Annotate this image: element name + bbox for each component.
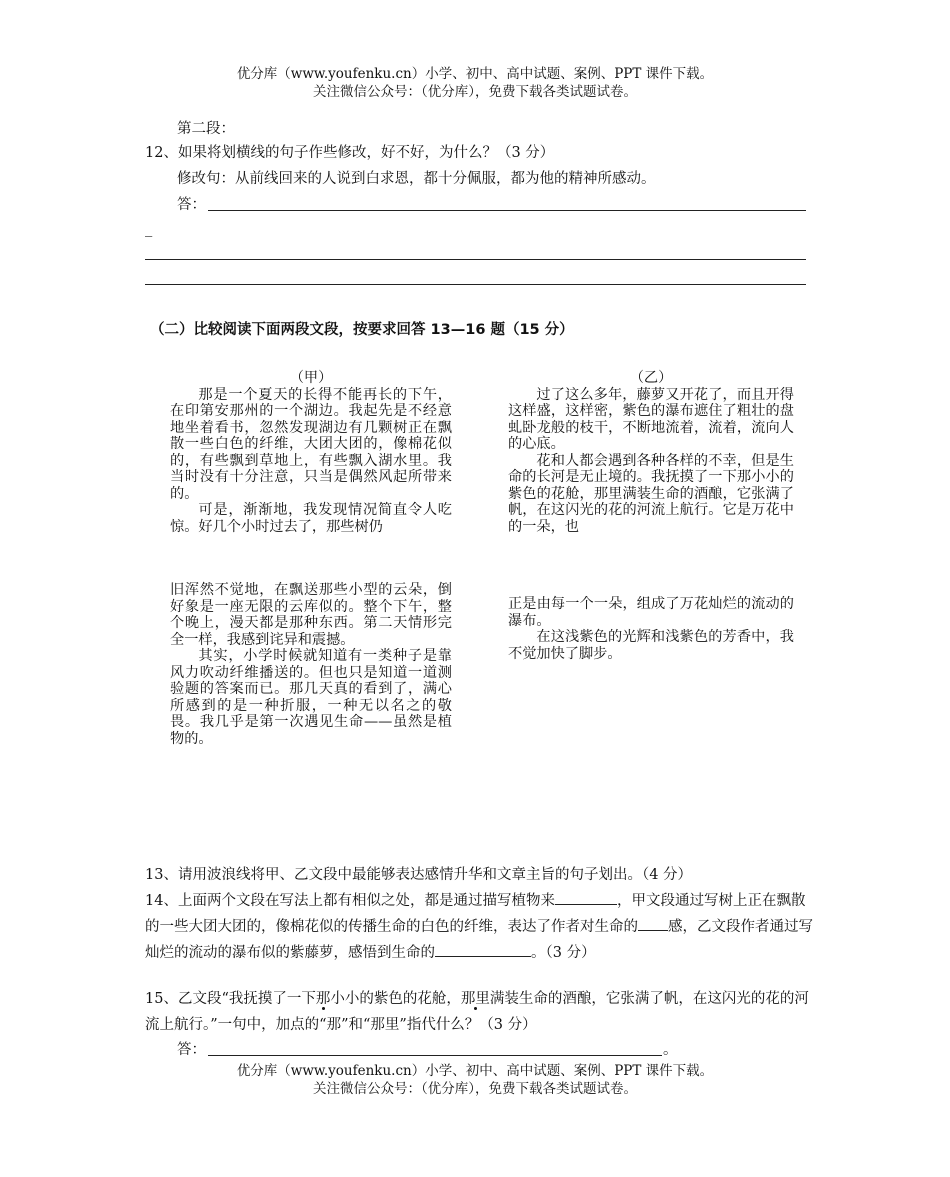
page-footer-line-2: 关注微信公众号：（优分库），免费下载各类试题试卷。 [313, 1081, 637, 1097]
passage-yi-paragraph-2: 花和人都会遇到各种各样的不幸，但是生命的长河是无止境的。我抚摸了一下那小小的紫色的花舱，那里满装生命的酒酿，它张满了帆，在这闪光的花的河流上航行。它是万花中的一朵，也 [508, 452, 794, 535]
section-two-title: （二）比较阅读下面两段文段，按要求回答 13—16 题（15 分） [150, 322, 574, 338]
passage-jia-paragraph-1: 那是一个夏天的长得不能再长的下午，在印第安那州的一个湖边。我起先是不经意地坐着看书，忽然发现湖边有几颗树正在飘散一些白色的纤维，大团大团的，像棉花似的，有些飘到草地上，有些飘入湖水里。我当时没有十分注意，只当是偶然风起所带来的。 [170, 386, 452, 502]
answer-label-15: 答： [177, 1042, 206, 1058]
passage-yi-paragraph-2-continued: 正是由每一个一朵，组成了万花灿烂的流动的瀑布。 [508, 596, 794, 629]
answer-line-15[interactable] [208, 1055, 662, 1056]
answer-line-12-a[interactable] [208, 210, 806, 211]
question-14-text-c: 感，乙文段作者通过写灿烂的流动的瀑布似的紫藤萝，感悟到生命的 [145, 919, 813, 961]
paragraph-label: 第二段： [177, 121, 235, 137]
question-15-text-c: 满装生命的酒酿，它张满了帆，在这闪光的花的河流上航行。”一句中，加点的“那”和“那里”指代什么？（3 分） [145, 991, 809, 1033]
question-14-blank-2[interactable] [638, 916, 668, 931]
question-14-blank-3[interactable] [435, 942, 531, 957]
page-footer-line-1: 优分库（www.youfenku.cn）小学、初中、高中试题、案例、PPT 课件下载。 [236, 1063, 714, 1079]
passage-yi-part-1 [508, 370, 794, 535]
question-15-text-b: 小小的紫色的花舱， [330, 991, 461, 1007]
answer-label-12: 答： [177, 197, 206, 213]
answer-end-mark: 。 [663, 1042, 678, 1058]
question-15-dotted-nali: 那里 [460, 991, 490, 1007]
answer-line-12-b[interactable] [145, 259, 806, 260]
question-13: 13、请用波浪线将甲、乙文段中最能够表达感情升华和文章主旨的句子划出。（4 分） [145, 867, 693, 883]
passage-yi-paragraph-3: 在这浅紫色的光辉和浅紫色的芳香中，我不觉加快了脚步。 [508, 629, 794, 662]
passage-jia-paragraph-2: 可是，渐渐地，我发现情况简直令人吃惊。好几个小时过去了，那些树仍 [170, 502, 452, 535]
question-12: 12、如果将划横线的句子作些修改，好不好，为什么？（3 分） [145, 145, 555, 161]
question-14-blank-1[interactable] [555, 890, 617, 905]
passage-jia-paragraph-3: 其实，小学时候就知道有一类种子是靠风力吹动纤维播送的。但也只是知道一道测验题的答案而已。那几天真的看到了，满心所感到的是一种折服，一种无以名之的敬畏。我几乎是第一次遇见生命——虽然是植物的。 [170, 648, 452, 747]
question-14-text-a: 14、上面两个文段在写法上都有相似之处，都是通过描写植物来 [145, 893, 555, 909]
question-15 [145, 986, 817, 1038]
page-header-line-1: 优分库（www.youfenku.cn）小学、初中、高中试题、案例、PPT 课件下载。 [236, 66, 714, 82]
passage-yi-paragraph-1: 过了这么多年，藤萝又开花了，而且开得这样盛，这样密，紫色的瀑布遮住了粗壮的盘虬卧龙般的枝干，不断地流着，流着，流向人的心底。 [508, 386, 794, 452]
passage-jia-paragraph-2-continued: 旧浑然不觉地，在飘送那些小型的云朵，倒好象是一座无限的云库似的。整个下午，整个晚上，漫天都是那种东西。第二天情形完全一样，我感到诧异和震撼。 [170, 582, 452, 648]
question-14-text-b: ，甲文段通过写树上正在飘散的一些大团大团的，像棉花似的传播生命的白色的纤维，表达了作者对生命的 [145, 893, 806, 935]
question-14-text-d: 。（3 分） [531, 945, 596, 961]
stray-underscore: _ [145, 221, 153, 237]
passage-yi-part-2 [508, 596, 794, 662]
passage-jia-part-2 [170, 582, 452, 747]
passage-yi-title: （乙） [629, 370, 673, 386]
revised-sentence: 修改句：从前线回来的人说到白求恩，都十分佩服，都为他的精神所感动。 [177, 171, 656, 187]
passage-jia-part-1 [170, 370, 452, 535]
answer-line-12-c[interactable] [145, 284, 806, 285]
page-header-line-2: 关注微信公众号：（优分库），免费下载各类试题试卷。 [313, 84, 637, 100]
question-15-dotted-na: 那 [315, 991, 331, 1007]
question-15-text-a: 15、乙文段“我抚摸了一下 [145, 991, 316, 1007]
question-14 [145, 888, 817, 966]
passage-jia-title: （甲） [289, 370, 333, 386]
